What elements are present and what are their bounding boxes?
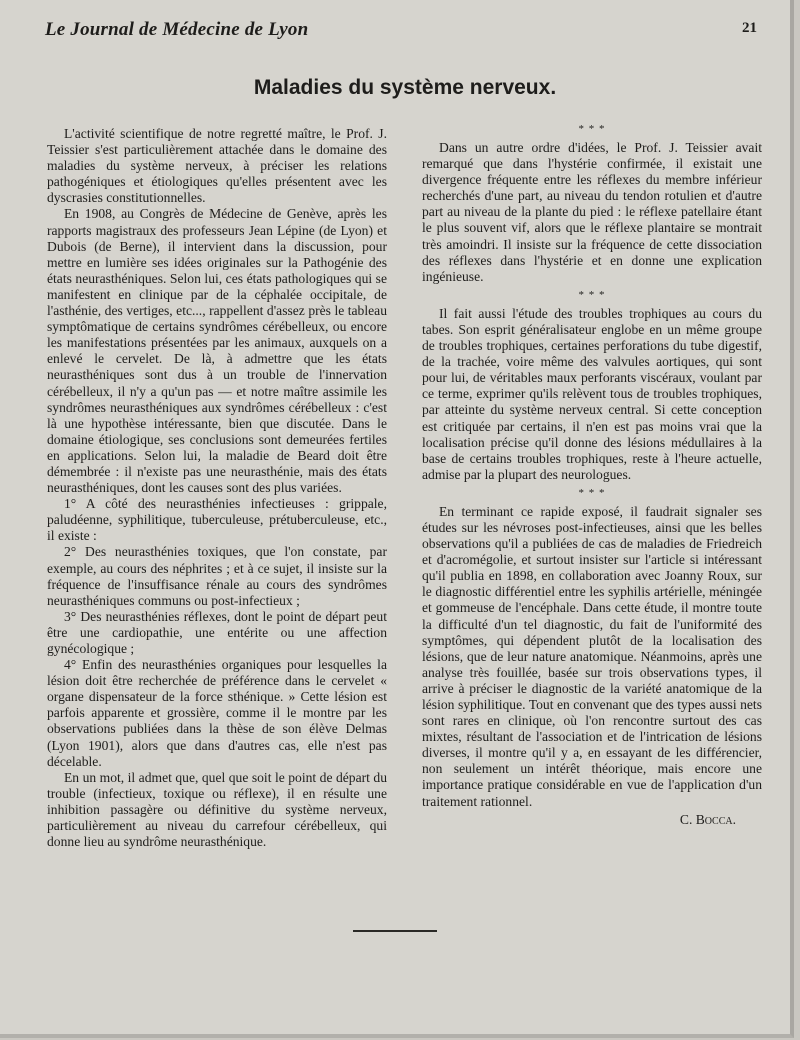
- section-separator: * * *: [578, 123, 606, 135]
- section-separator: * * *: [578, 288, 606, 301]
- end-rule: [353, 930, 437, 932]
- paragraph: 2° Des neurasthénies toxiques, que l'on constate, par exemple, au cours des néphrites ; et à ce sujet, il insiste sur la fréquence de l'insuffisance rénale au cours des syndrômes neurasthéniques communs ou post-infectieux ;: [47, 544, 387, 608]
- paragraph: En 1908, au Congrès de Médecine de Genève, après les rapports magistraux des professeurs Jean Lépine (de Lyon) et Dubois (de Berne), il intervient dans la discussion, pour mettre en lumière ses idées originales sur la Pathogénie des états neurasthéniques. Selon lui, ces états pathologiques qui se manifestent en clinique par de la céphalée occipitale, de l'asthénie, des vertiges, etc..., rappellent d'assez près le tableau symptômatique de certains syndrômes cérébelleux, ou encore les manifestations présentées par les animaux, auxquels on a enlevé le cervelet. De là, à admettre que les états neurasthéniques sont dus à un trouble de l'innervation cérébelleux, il n'y a qu'un pas — et notre maître assimile les syndrômes neurasthéniques aux syndrômes cérébelleux : c'est là une hypothèse intéressante, bien que discutée. Dans le domaine étiologique, ses conclusions sont demeurées fertiles en applications. Selon lui, la maladie de Beard doit être démembrée : il n'existe pas une neurasthénie, mais des états neurasthéniques, dont les causes sont des plus variées.: [47, 206, 387, 496]
- paragraph: Il fait aussi l'étude des troubles trophiques au cours du tabes. Son esprit généralisateur englobe en un même groupe de troubles trophiques, certaines perforations du tube digestif, de la trachée, voire même des valvules aortiques, qui sont pour lui, de véritables maux perforants viscéraux, voulant par ce terme, exprimer qu'ils relèvent tous de troubles trophiques, par atteinte du système nerveux central. Si cette conception est critiquée par certains, il n'en est pas moins vrai que la localisation précise qu'il donne des lésions médullaires à la base de certains troubles trophiques, reste à l'heure actuelle, admise par la plupart des neurologues.: [422, 305, 762, 482]
- paragraph: 4° Enfin des neurasthénies organiques pour lesquelles la lésion doit être recherchée de préférence dans le cervelet « organe dispensateur de la force sthénique. » Cette lésion est parfois apparente et grossière, comme il le montre par les observations publiées dans la thèse de son élève Delmas (Lyon 1901), alors que dans d'autres cas, elle n'est pas décelable.: [47, 657, 387, 769]
- paragraph: En un mot, il admet que, quel que soit le point de départ du trouble (infectieux, toxique ou réflexe), il en résulte une inhibition passagère ou définitive du système nerveux, particulièrement au niveau du carrefour cérébelleux, qui donne lieu au syndrôme neurasthénique.: [47, 769, 387, 850]
- right-column: [422, 123, 762, 828]
- article-title: Maladies du système nerveux.: [253, 76, 557, 99]
- page-number: 21: [742, 20, 757, 36]
- paragraph: Dans un autre ordre d'idées, le Prof. J. Teissier avait remarqué que dans l'hystérie confirmée, il existait une divergence fréquente entre les réflexes du membre inférieur recherchés d'une part, au niveau du tendon rotulien et d'autre part au niveau de la plante du pied : le réflexe patellaire étant le plus souvent vif, alors que le réflexe plantaire se montrait très amoindri. Il insiste sur la fréquence de cette dissociation des réflexes dans l'hystérie et en donne une explication ingénieuse.: [422, 140, 762, 284]
- left-column: [47, 126, 387, 850]
- running-head: Le Journal de Médecine de Lyon: [45, 19, 309, 40]
- paragraph: 3° Des neurasthénies réflexes, dont le point de départ peut être une cardiopathie, une entérite ou une affection gynécologique ;: [47, 608, 387, 656]
- section-separator: * * *: [578, 486, 606, 499]
- paragraph: L'activité scientifique de notre regretté maître, le Prof. J. Teissier s'est particulièrement attachée dans le domaine des maladies du système nerveux, à préciser les relations pathogéniques et étiologiques qu'elles présentent avec les dyscrasies constitutionnelles.: [47, 126, 387, 206]
- paragraph: En terminant ce rapide exposé, il faudrait signaler ses études sur les névroses post-infectieuses, ainsi que les belles observations qu'il a publiées de cas de maladies de Friedreich et d'acromégolie, et surtout insister sur l'article si intéressant qu'il publia en 1898, en collaboration avec Joanny Roux, sur le diagnostic différentiel entre les syphilis artérielle, méningée et gommeuse de l'encéphale. Dans cette étude, il montre toute la difficulté d'un tel diagnostic, du fait de l'uniformité des symptômes, qui dépendent plutôt de la localisation des lésions, que de leur nature anatomique. Néanmoins, après une analyse très fouillée, basée sur trois observations types, il arrive à préciser le diagnostic de la variété anatomique de la lésion syphilitique. Tout en convenant que des types aussi nets sont rares en clinique, où l'on rencontre surtout des cas mixtes, résultant de l'association et de l'intrication de lésions diverses, il montre qu'il y a, en essayant de les différencier, non seulement un intérêt théorique, mais encore une importance pratique considérable en vue de l'application d'un traitement rationnel.: [422, 503, 762, 809]
- paragraph: 1° A côté des neurasthénies infectieuses : grippale, paludéenne, syphilitique, tuberculeuse, prétuberculeuse, etc., il existe :: [47, 496, 387, 544]
- author-signature: C. Bocca.: [679, 811, 736, 827]
